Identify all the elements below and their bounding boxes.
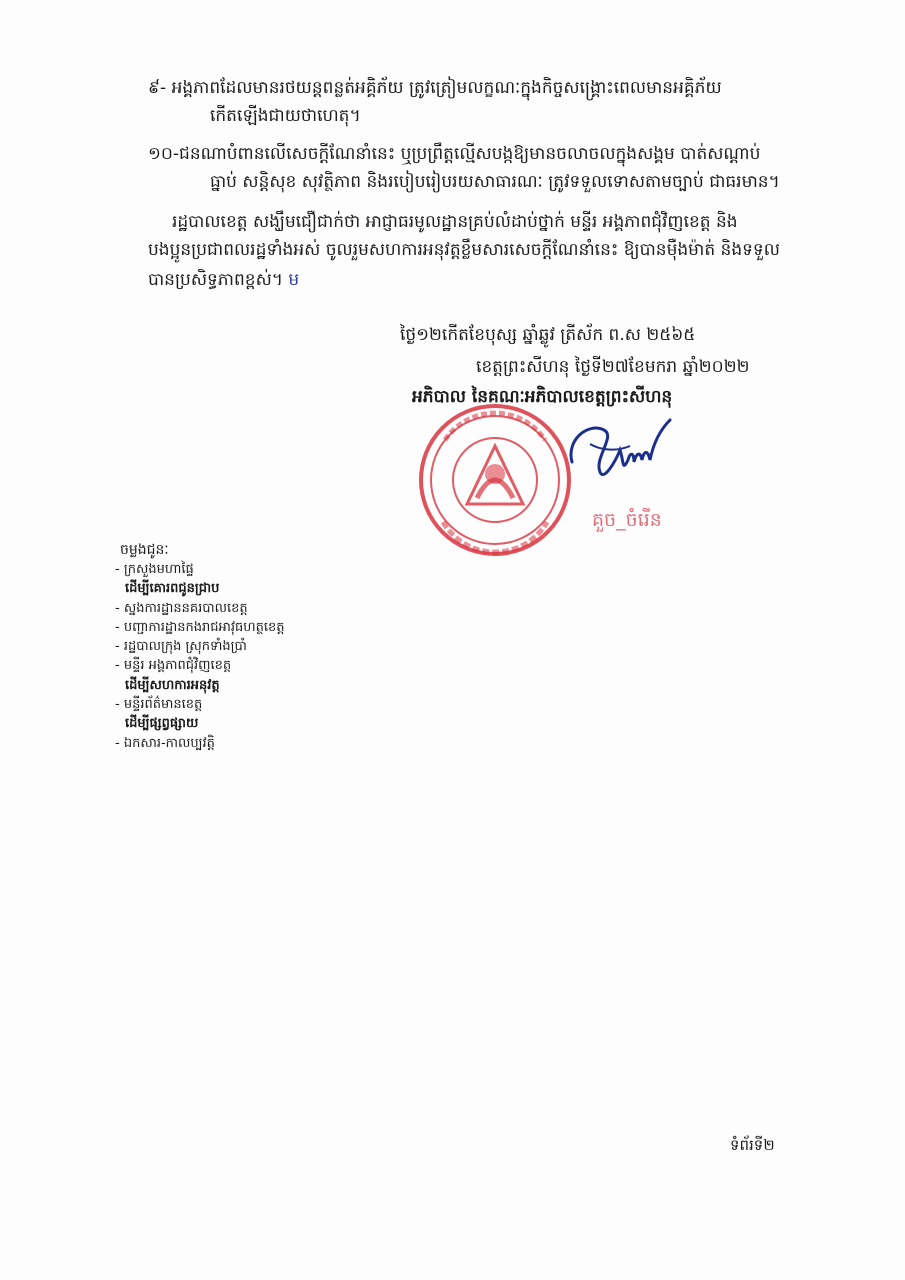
lunar-date: ថ្ងៃ១២កើតខែបុស្ស ឆ្នាំឆ្លូវ ត្រីស័ក ព.ស ២៥៦៥ (400, 325, 696, 345)
item-10-line-1: ១០-ជនណាបំពានលើសេចក្តីណែនាំនេះ ឬប្រព្រឹត្តល្មើសបង្កឱ្យមានចលាចលក្នុងសង្គម បាត់សណ្តាប់ (148, 144, 761, 164)
cc-list (115, 560, 284, 753)
closing-line-1: រដ្ឋបាលខេត្ត សង្ឃឹមជឿជាក់ថា អាជ្ញាធរមូលដ្ឋានគ្រប់លំដាប់ថ្នាក់ មន្ទីរ អង្គភាពជុំវិញខេត្ត និង (172, 212, 738, 232)
cc-item-note: ដើម្បីគោរពជូនជ្រាប (125, 581, 220, 597)
cc-item-note: ដើម្បីផ្សព្វផ្សាយ (125, 716, 199, 732)
cc-item: - ក្រសួងមហាផ្ទៃ (115, 562, 194, 577)
cc-item: - បញ្ជាការដ្ឋានកងរាជអាវុធហត្ថខេត្ត (115, 619, 285, 635)
closing-line-2: បងប្អូនប្រជាពលរដ្ឋទាំងអស់ ចូលរួមសហការអនុវត្តខ្លឹមសារសេចក្តីណែនាំនេះ ឱ្យបានម៉ឺងម៉ាត់ និងទទួល (148, 240, 780, 260)
page-number: ទំព័រទី២ (730, 1136, 775, 1154)
cc-item: - មន្ទីរព័ត៌មានខេត្ត (115, 697, 203, 713)
item-9-line-1: ៩- អង្គភាពដែលមានរថយន្តពន្លត់អគ្គិភ័យ ត្រូវត្រៀមលក្ខណៈក្នុងកិច្ចសង្គ្រោះពេលមានអគ្គិភ័យ (148, 78, 722, 98)
signatory-title: អភិបាល នៃគណៈអភិបាលខេត្តព្រះសីហនុ (412, 387, 673, 407)
cc-title: ចម្លងជូនៈ (120, 542, 169, 558)
cc-item: - មន្ទីរ អង្គភាពជុំវិញខេត្ត (115, 658, 232, 674)
cc-item: - ឯកសារ-កាលប្បវត្តិ (115, 735, 215, 751)
cc-item-note: ដើម្បីសហការអនុវត្ត (125, 677, 220, 693)
official-seal-icon (415, 400, 575, 560)
item-10-line-2: ធ្នាប់ សន្តិសុខ សុវត្ថិភាព និងរបៀបរៀបរយសាធារណៈ ត្រូវទទួលទោសតាមច្បាប់ ជាធរមាន។ (210, 172, 780, 192)
closing-line-3 (148, 266, 299, 294)
cc-item: - រដ្ឋបាលក្រុង ស្រុកទាំងប្រាំ (115, 639, 247, 655)
handwritten-signature-icon (560, 400, 680, 500)
signer-name: គួច_ចំរើន (592, 509, 662, 531)
item-9-line-2: កើតឡើងជាយថាហេតុ។ (210, 106, 361, 126)
cc-item: - ស្នងការដ្ឋាននគរបាលខេត្ត (115, 600, 248, 616)
handwritten-initial: ម (288, 270, 300, 290)
solar-date: ខេត្តព្រះសីហនុ ថ្ងៃទី២៧ខែមករា ឆ្នាំ២០២២ (476, 357, 750, 377)
closing-line-3-text: បានប្រសិទ្ធភាពខ្ពស់។ (148, 270, 283, 290)
